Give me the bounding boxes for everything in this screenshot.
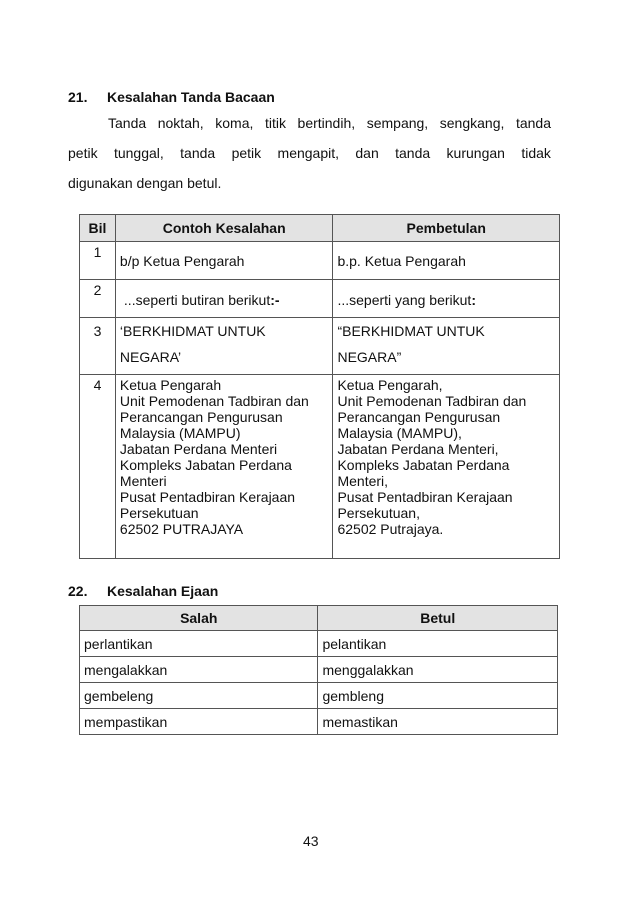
row-number: 1	[80, 242, 116, 280]
table-header-row	[80, 215, 560, 242]
correct-spelling: pelantikan	[318, 631, 558, 657]
paragraph-word: tanda	[395, 145, 431, 161]
paragraph-word: tunggal,	[113, 145, 164, 161]
correction-text: ...seperti yang berikut	[337, 292, 472, 308]
wrong-line: ‘BERKHIDMAT UNTUK	[119, 323, 266, 339]
paragraph-word: bertindih,	[297, 115, 356, 131]
correction	[333, 318, 560, 375]
correction-line: 62502 Putrajaya.	[337, 521, 444, 537]
paragraph-word: digunakan dengan betul.	[68, 175, 222, 191]
paragraph-word: sengkang,	[439, 115, 505, 131]
punctuation-table	[79, 214, 560, 559]
correct-spelling: gembleng	[318, 683, 558, 709]
wrong-example	[115, 375, 333, 559]
wrong-line: NEGARA’	[119, 349, 182, 365]
correction-line: “BERKHIDMAT UNTUK	[337, 323, 485, 339]
paragraph-word: sempang,	[366, 115, 429, 131]
paragraph-word: Tanda	[108, 115, 147, 131]
row-number: 2	[80, 280, 116, 318]
wrong-example	[115, 318, 333, 375]
header-pembetulan: Pembetulan	[333, 215, 560, 242]
section-22-title: Kesalahan Ejaan	[107, 583, 219, 599]
table-row	[80, 657, 558, 683]
wrong-spelling: mengalakkan	[80, 657, 318, 683]
paragraph-word: dan	[355, 145, 379, 161]
correction: b.p. Ketua Pengarah	[333, 242, 560, 280]
section-21-paragraph	[68, 108, 551, 198]
wrong-spelling: perlantikan	[80, 631, 318, 657]
correct-spelling: memastikan	[318, 709, 558, 735]
paragraph-word: koma,	[215, 115, 254, 131]
wrong-line: Kompleks Jabatan Perdana	[119, 457, 292, 473]
correct-punctuation: :	[471, 292, 476, 308]
wrong-line: Ketua Pengarah	[119, 377, 222, 393]
table-row	[80, 709, 558, 735]
paragraph-line-3	[68, 168, 551, 198]
table-row	[80, 683, 558, 709]
section-21-title: Kesalahan Tanda Bacaan	[107, 89, 275, 105]
paragraph-word: tanda	[515, 115, 551, 131]
page-number: 43	[303, 833, 319, 849]
spelling-table	[79, 605, 558, 735]
wrong-example-text: ...seperti butiran berikut	[123, 292, 271, 308]
wrong-line: Menteri	[119, 473, 167, 489]
header-contoh-kesalahan: Contoh Kesalahan	[115, 215, 333, 242]
correction-line: Kompleks Jabatan Perdana	[337, 457, 510, 473]
header-betul: Betul	[318, 606, 558, 631]
correction-line: Unit Pemodenan Tadbiran dan	[337, 393, 527, 409]
wrong-line: 62502 PUTRAJAYA	[119, 521, 244, 537]
correction-line: Menteri,	[337, 473, 389, 489]
header-salah: Salah	[80, 606, 318, 631]
correction	[333, 375, 560, 559]
correction-line: Pusat Pentadbiran Kerajaan	[337, 489, 513, 505]
wrong-line: Malaysia (MAMPU)	[119, 425, 241, 441]
correction-line: Persekutuan,	[337, 505, 420, 521]
section-21-number: 21.	[68, 89, 88, 105]
paragraph-line-1	[108, 108, 551, 138]
table-row	[80, 242, 560, 280]
wrong-spelling: gembeleng	[80, 683, 318, 709]
header-bil: Bil	[80, 215, 116, 242]
correction-line: Perancangan Pengurusan	[337, 409, 501, 425]
paragraph-word: titik	[264, 115, 286, 131]
correction-line: Ketua Pengarah,	[337, 377, 443, 393]
wrong-line: Unit Pemodenan Tadbiran dan	[119, 393, 309, 409]
row-number: 4	[80, 375, 116, 559]
paragraph-word: tidak	[521, 145, 551, 161]
section-22-number: 22.	[68, 583, 88, 599]
table-row	[80, 280, 560, 318]
correction-line: Malaysia (MAMPU),	[337, 425, 462, 441]
correction	[333, 280, 560, 318]
wrong-line: Pusat Pentadbiran Kerajaan	[119, 489, 296, 505]
wrong-example: b/p Ketua Pengarah	[115, 242, 333, 280]
correct-spelling: menggalakkan	[318, 657, 558, 683]
paragraph-word: tanda	[180, 145, 216, 161]
row-number: 3	[80, 318, 116, 375]
wrong-line: Persekutuan	[119, 505, 199, 521]
wrong-line: Perancangan Pengurusan	[119, 409, 283, 425]
table-row	[80, 375, 560, 559]
table-header-row	[80, 606, 558, 631]
paragraph-word: petik	[68, 145, 98, 161]
wrong-example	[115, 280, 333, 318]
table-row	[80, 631, 558, 657]
paragraph-word: petik	[231, 145, 262, 161]
paragraph-word: kurungan	[446, 145, 505, 161]
correction-line: Jabatan Perdana Menteri,	[337, 441, 499, 457]
table-row	[80, 318, 560, 375]
correction-line: NEGARA”	[337, 349, 402, 365]
paragraph-line-2	[68, 138, 551, 168]
wrong-line: Jabatan Perdana Menteri	[119, 441, 278, 457]
paragraph-word: noktah,	[157, 115, 204, 131]
wrong-punctuation: :-	[270, 292, 280, 308]
paragraph-word: mengapit,	[277, 145, 340, 161]
wrong-spelling: mempastikan	[80, 709, 318, 735]
